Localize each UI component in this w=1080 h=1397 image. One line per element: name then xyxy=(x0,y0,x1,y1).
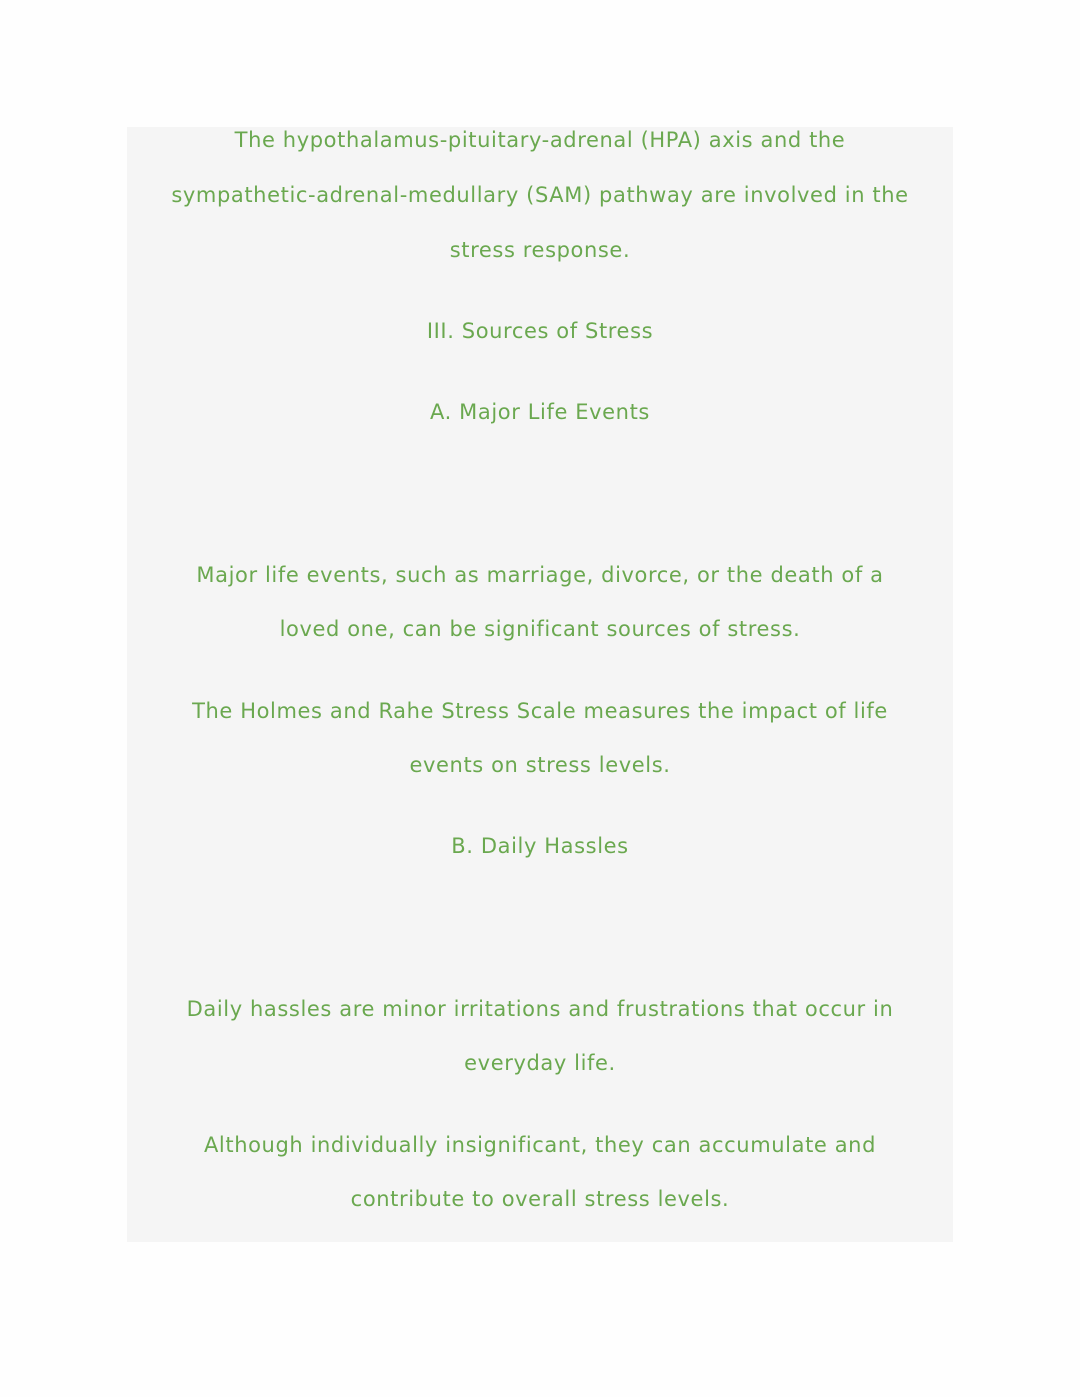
major-events-paragraph-line-1: Major life events, such as marriage, divorce, or the death of a xyxy=(196,563,884,587)
holmes-rahe-paragraph-line-2: events on stress levels. xyxy=(409,753,671,777)
daily-hassles-paragraph-line-2: everyday life. xyxy=(464,1051,616,1075)
holmes-rahe-paragraph-line-1: The Holmes and Rahe Stress Scale measures the impact of life xyxy=(192,699,888,723)
section-heading-sources-of-stress: III. Sources of Stress xyxy=(426,319,654,343)
accumulate-paragraph-line-2: contribute to overall stress levels. xyxy=(350,1187,730,1211)
subheading-major-life-events: A. Major Life Events xyxy=(430,400,650,424)
hpa-paragraph-line-1: The hypothalamus-pituitary-adrenal (HPA) axis and the xyxy=(234,128,846,152)
hpa-paragraph-line-2: sympathetic-adrenal-medullary (SAM) pathway are involved in the xyxy=(171,183,909,207)
accumulate-paragraph-line-1: Although individually insignificant, they can accumulate and xyxy=(203,1133,877,1157)
hpa-paragraph-line-3: stress response. xyxy=(449,238,631,262)
major-events-paragraph-line-2: loved one, can be significant sources of stress. xyxy=(279,617,801,641)
subheading-daily-hassles: B. Daily Hassles xyxy=(451,834,629,858)
daily-hassles-paragraph-line-1: Daily hassles are minor irritations and frustrations that occur in xyxy=(186,997,894,1021)
document-content-panel xyxy=(127,127,953,1242)
